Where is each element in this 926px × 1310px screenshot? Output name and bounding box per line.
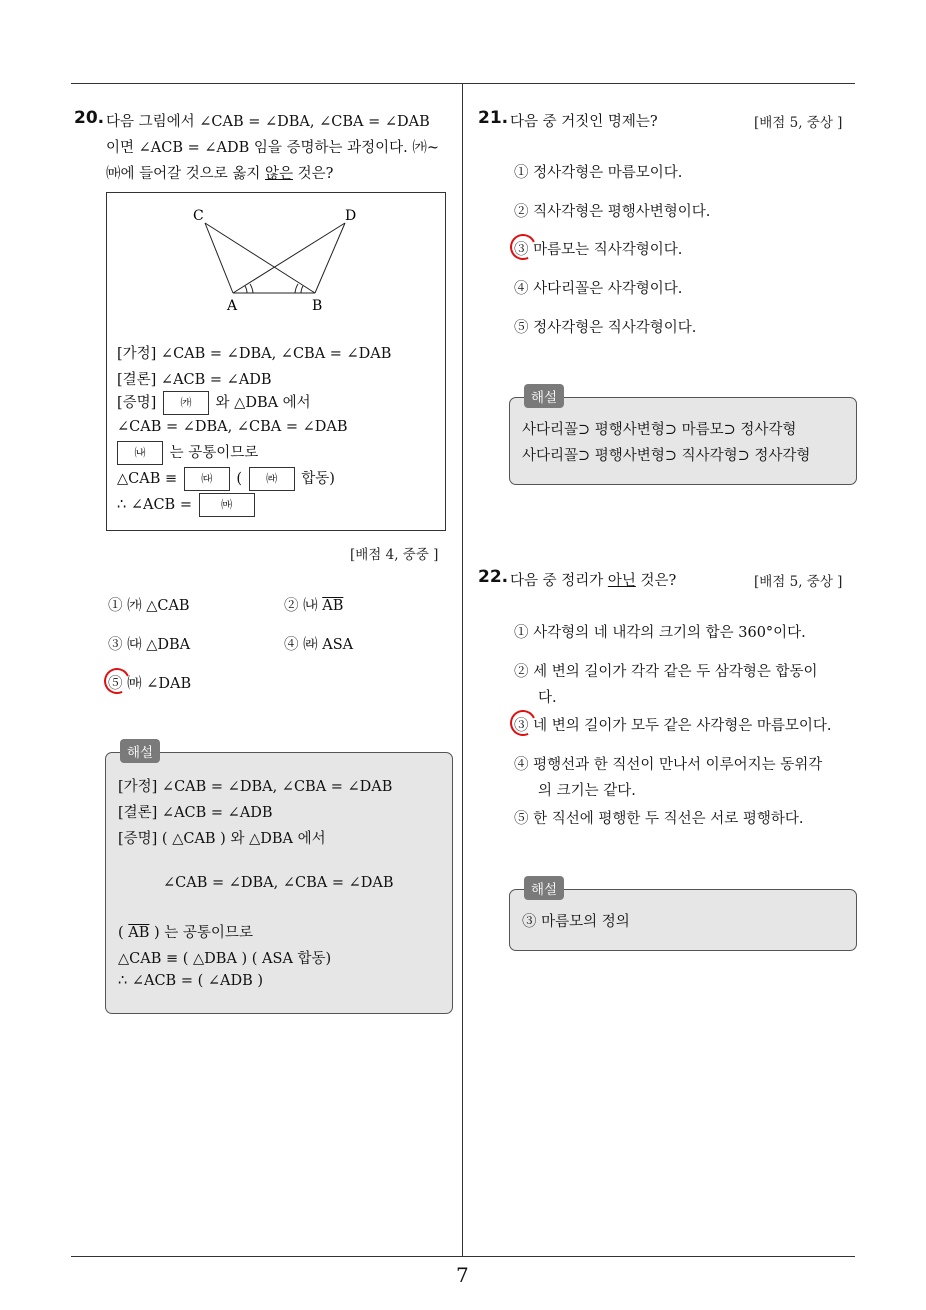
choice-text: 사다리꼴은 사각형이다. <box>533 281 683 297</box>
choice-text: ㈏ <box>303 598 323 614</box>
label-B: B <box>312 298 323 313</box>
q20-choice-4[interactable] <box>284 633 353 654</box>
blank-na: ㈏ <box>117 441 163 465</box>
q21-choice-4[interactable] <box>514 277 682 298</box>
choice-text: ㈐ △DBA <box>127 637 191 653</box>
q20-figure-box <box>106 192 446 531</box>
sol21-l1: 사다리꼴⊃ 평행사변형⊃ 마름모⊃ 정사각형 <box>522 422 797 438</box>
choice-number: ④ <box>514 757 529 773</box>
choice-text: 정사각형은 직사각형이다. <box>533 320 697 336</box>
proof-step4 <box>117 467 335 491</box>
proof-step1-post: 와 △DBA 에서 <box>215 395 311 411</box>
choice-text: 정사각형은 마름모이다. <box>533 165 683 181</box>
q21-choice-1[interactable] <box>514 161 682 182</box>
proof-step3 <box>117 441 258 465</box>
choice-text: 마름모는 직사각형이다. <box>533 242 683 258</box>
choice-number: ③ <box>514 242 529 258</box>
blank-ra: ㈑ <box>249 467 295 491</box>
q21-choice-5[interactable] <box>514 316 696 337</box>
proof-label: [증명] <box>117 395 157 411</box>
choice-overline-text: $\overline{AB}$ <box>322 598 344 614</box>
choice-text: ㈎ △CAB <box>127 598 190 614</box>
q21-number: 21. <box>478 108 509 128</box>
q21-solution-tag: 해설 <box>524 384 564 408</box>
q22-choice-4[interactable] <box>514 753 822 774</box>
q21-choice-3[interactable] <box>514 238 682 259</box>
proof-assume: [가정] ∠CAB = ∠DBA, ∠CBA = ∠DAB <box>117 346 392 362</box>
choice-text: 사각형의 네 내각의 크기의 합은 360°이다. <box>533 625 806 641</box>
blank-ga: ㈎ <box>163 391 209 415</box>
q22-q-a: 다음 중 정리가 <box>510 573 608 589</box>
choice-number: ④ <box>514 281 529 297</box>
choice-text: ㈒ ∠DAB <box>127 676 192 692</box>
q20-line1: 다음 그림에서 ∠CAB = ∠DBA, ∠CBA = ∠DAB <box>106 114 430 130</box>
choice-number: ② <box>514 664 529 680</box>
choice-number: ③ <box>108 637 123 653</box>
q20-choice-2[interactable] <box>284 594 343 615</box>
triangle-figure <box>107 193 445 313</box>
q22-number: 22. <box>478 567 509 587</box>
choice-number: ① <box>514 625 529 641</box>
choice-number: ④ <box>284 637 299 653</box>
q20-choice-1[interactable] <box>108 594 190 615</box>
proof-therefore: ∴ ∠ACB = <box>117 497 192 513</box>
blank-ma: ㈒ <box>199 493 255 517</box>
blank-da: ㈐ <box>184 467 230 491</box>
q20-line3 <box>106 162 333 183</box>
q21-question: 다음 중 거짓인 명제는? <box>510 114 658 130</box>
label-A: A <box>227 298 238 313</box>
choice-number: ⑤ <box>514 320 529 336</box>
proof-paren: ( <box>236 471 243 487</box>
q22-choice-3[interactable] <box>514 714 832 735</box>
q20-solution-tag: 해설 <box>120 739 160 763</box>
q20-line2: 이면 ∠ACB = ∠ADB 임을 증명하는 과정이다. ㈎~ <box>106 140 440 156</box>
page-number: 7 <box>456 1263 469 1287</box>
q20-line3-underlined: 않은 <box>265 166 294 182</box>
q22-choice-1[interactable] <box>514 621 806 642</box>
q21-choice-2[interactable] <box>514 200 710 221</box>
sol20-l5a: ( <box>118 925 129 941</box>
q20-solution-box <box>105 752 453 1014</box>
column-divider <box>462 83 463 1256</box>
q20-number: 20. <box>74 108 105 128</box>
choice-text: 평행선과 한 직선이 만나서 이루어지는 동위각 <box>533 757 823 773</box>
sol20-l3: [증명] ( △CAB ) 와 △DBA 에서 <box>118 831 326 847</box>
proof-common: 는 공통이므로 <box>169 445 259 461</box>
choice-number: ① <box>514 165 529 181</box>
bottom-rule <box>71 1256 855 1257</box>
choice-number: ⑤ <box>514 811 529 827</box>
sol20-l5 <box>118 921 253 942</box>
sol20-l6: △CAB ≡ ( △DBA ) ( ASA 합동) <box>118 951 332 967</box>
choice-text: 네 변의 길이가 모두 같은 사각형은 마름모이다. <box>533 718 832 734</box>
top-rule <box>71 83 855 84</box>
sol21-l2: 사다리꼴⊃ 평행사변형⊃ 직사각형⊃ 정사각형 <box>522 448 811 464</box>
sol20-l2: [결론] ∠ACB = ∠ADB <box>118 805 273 821</box>
q21-solution-box <box>509 397 857 485</box>
choice-text: 한 직선에 평행한 두 직선은 서로 평행하다. <box>533 811 804 827</box>
q20-line3a: ㈒에 들어갈 것으로 옳지 <box>106 166 265 182</box>
proof-step5 <box>117 493 257 517</box>
choice-number: ① <box>108 598 123 614</box>
q22-score: [배점 5, 중상 ] <box>754 574 843 590</box>
choice-number: ③ <box>514 718 529 734</box>
sol20-l4: ∠CAB = ∠DBA, ∠CBA = ∠DAB <box>163 875 394 891</box>
sol20-l5b: ) 는 공통이므로 <box>149 925 253 941</box>
q22-choice-2-cont: 다. <box>538 690 557 706</box>
sol20-l7: ∴ ∠ACB = ( ∠ADB ) <box>118 973 264 989</box>
sol20-l5-overline: $\overline{AB}$ <box>128 925 150 941</box>
proof-eq: ∠CAB = ∠DBA, ∠CBA = ∠DAB <box>117 419 348 435</box>
proof-cong-post: 합동) <box>301 471 335 487</box>
q22-q-b: 것은? <box>635 573 677 589</box>
sol20-l1: [가정] ∠CAB = ∠DBA, ∠CBA = ∠DAB <box>118 779 393 795</box>
q22-choice-2[interactable] <box>514 660 818 681</box>
sol22-l1: ③ 마름모의 정의 <box>522 914 630 930</box>
proof-conclude: [결론] ∠ACB = ∠ADB <box>117 372 272 388</box>
choice-number: ② <box>514 204 529 220</box>
proof-cong-pre: △CAB ≡ <box>117 471 178 487</box>
q20-choice-3[interactable] <box>108 633 190 654</box>
q22-choice-5[interactable] <box>514 807 804 828</box>
label-D: D <box>345 208 357 224</box>
q22-q-underlined: 아닌 <box>607 573 636 589</box>
q22-question <box>510 569 676 590</box>
q20-line3b: 것은? <box>293 166 334 182</box>
label-C: C <box>193 208 204 224</box>
choice-text: ㈑ ASA <box>303 637 354 653</box>
q20-score: [배점 4, 중중 ] <box>350 547 439 563</box>
choice-text: 직사각형은 평행사변형이다. <box>533 204 711 220</box>
q22-choice-4-cont: 의 크기는 같다. <box>538 783 636 799</box>
q21-score: [배점 5, 중상 ] <box>754 115 843 131</box>
choice-number: ② <box>284 598 299 614</box>
choice-text: 세 변의 길이가 각각 같은 두 삼각형은 합동이 <box>533 664 818 680</box>
q22-solution-tag: 해설 <box>524 876 564 900</box>
proof-step1 <box>117 391 311 415</box>
choice-number: ⑤ <box>108 676 123 692</box>
